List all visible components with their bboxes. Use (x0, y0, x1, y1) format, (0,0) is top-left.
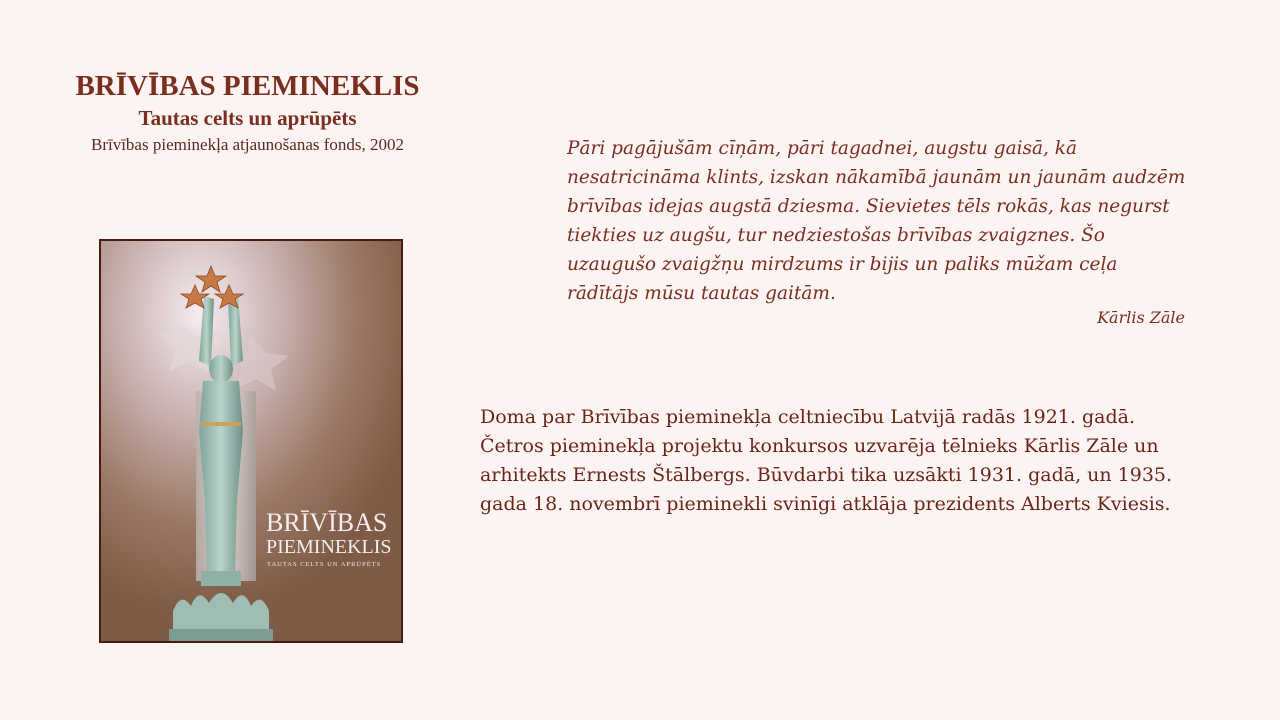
cover-tagline: TAUTAS CELTS UN APRŪPĒTS (267, 561, 382, 568)
page-subtitle: Tautas celts un aprūpēts (138, 106, 357, 130)
quote-author: Kārlis Zāle (1097, 308, 1185, 327)
book-cover-image (99, 239, 403, 643)
history-paragraph: Doma par Brīvības pieminekļa celtniecību Latvijā radās 1921. gadā. Četros pieminekļa projektu konkursos uzvarēja tēlnieks Kārlis Zāle un arhitekts Ernests Štālbergs. Būvdarbi tika uzsākti 1931. gadā, un 1935. gada 18. novembrī pieminekli svinīgi atklāja prezidents Alberts Kviesis. (480, 406, 1173, 515)
page-title: BRĪVĪBAS PIEMINEKLIS (75, 70, 420, 102)
quote-text: Pāri pagājušām cīņām, pāri tagadnei, augstu gaisā, kā nesatricināma klints, izskan nākamībā jaunām un jaunām audzēm brīvības idejas augstā dziesma. Sievietes tēls rokās, kas negurst tiekties uz augšu, tur nedziestošas brīvības zvaigznes. Šo uzaugušo zvaigžņu mirdzums ir bijis un paliks mūžam ceļa rādītājs mūsu tautas gaitām. (567, 138, 1186, 304)
cover-title-line1: BRĪVĪBAS (266, 508, 388, 537)
freedom-monument-illustration (101, 241, 401, 641)
title-block (20, 68, 475, 158)
publisher-line: Brīvības pieminekļa atjaunošanas fonds, 2002 (90, 135, 405, 154)
cover-title-line2: PIEMINEKLIS (266, 536, 392, 558)
